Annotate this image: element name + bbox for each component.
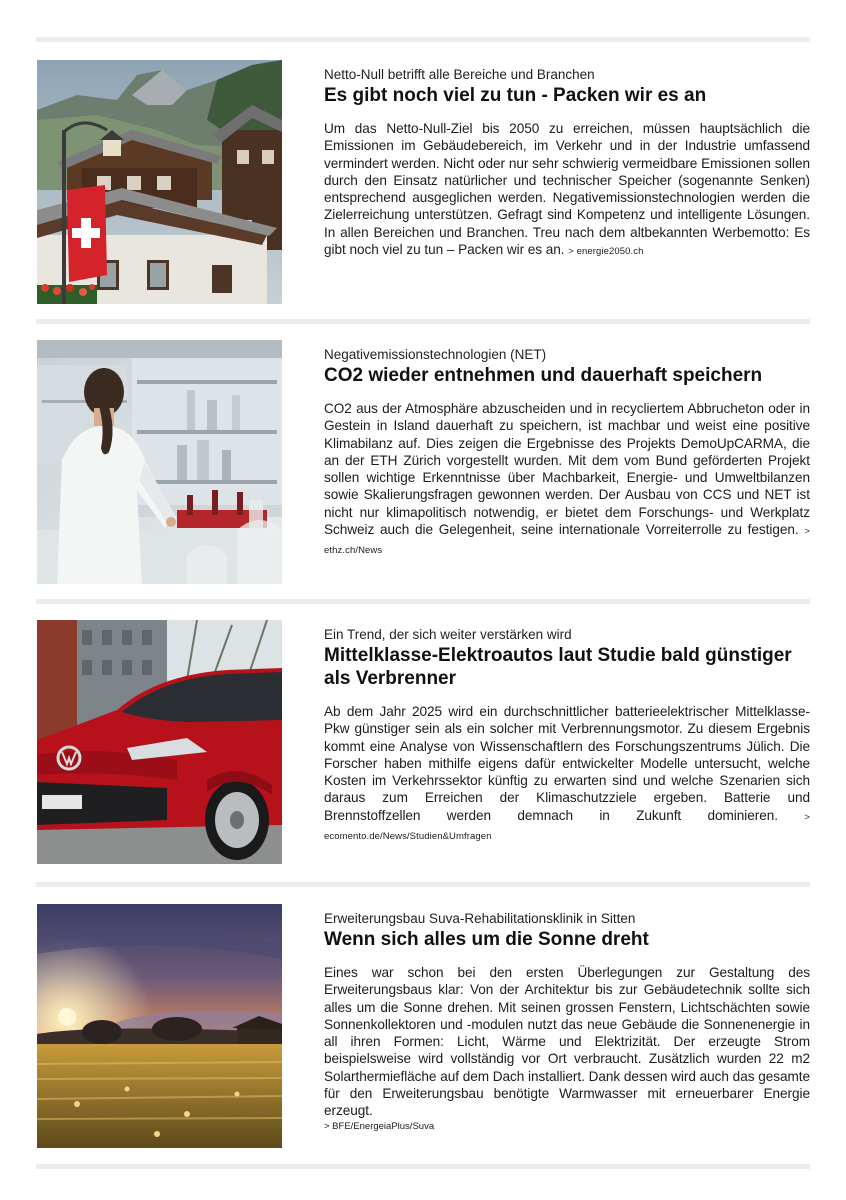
article-body-text: Eines war schon bei den ersten Überlegungen zur Gestaltung des Erweiterungsbaus klar: Von der Architektur bis zur Gebäudetechnik sollte sich alles um die Sonne drehen. Mit seinen grossen Fenstern, Lichtschächten sowie Sonnenkollektoren und -modulen nutzt das neue Gebäude die Sonnenenergie in all ihren Formen: Licht, Wärme und Elektrizität. Der erzeugte Strom beispielsweise wird vollständig vor Ort verbraucht. Zusätzlich wurden 22 m2 Solarthermiefläche auf dem Dach installiert. Dank dessen wird auch das gesamte für den Erweiterungsbau benötigte Warmwasser mit erneuerbarer Energie erzeugt. [324,965,810,1119]
article-net [37,340,810,590]
article-text [324,620,810,845]
divider [36,319,810,324]
article-kicker: Ein Trend, der sich weiter verstärken wird [324,627,572,642]
sunset-field-photo [37,904,282,1148]
article-body [324,964,810,1120]
source-link[interactable]: > BFE/EnergeiaPlus/Suva [324,1120,435,1132]
article-body-text: Um das Netto-Null-Ziel bis 2050 zu erreichen, müssen hauptsächlich die Emissionen im Gebäudebereich, im Verkehr und in der Industrie umfassend vermindert werden. Nicht oder nur sehr schwierig vermeidbare Emissionen sollen durch den Einsatz natürlicher und technischer Speicher (sogenannte Senken) entsprechend ausgeglichen werden. Negativemissionstechnologien werden die Zielerreichung unterstützen. Gefragt sind Kompetenz und intelligente Lösungen. In allen Bereichen und Branchen. Treu nach dem altbekannten Werbemotto: Es gibt noch viel zu tun – Packen wir es an. [324,121,810,258]
article-suva [37,904,810,1154]
source-link[interactable]: > energie2050.ch [568,246,644,258]
article-headline: CO2 wieder entnehmen und dauerhaft speichern [324,365,763,386]
article-body [324,400,810,560]
source-link[interactable]: > ethz.ch/News [324,526,810,557]
article-body [324,120,810,260]
article-headline: Mittelklasse-Elektroautos laut Studie bald günstiger als Verbrenner [324,645,792,689]
article-elektroautos [37,620,810,870]
article-netto-null [37,60,810,310]
article-body-text: CO2 aus der Atmosphäre abzuscheiden und in recycliertem Abbrucheton oder in Gestein in Island dauerhaft zu speichern, ist machbar und weist eine positive Klimabilanz auf. Dies zeigen die Ergebnisse des Projekts DemoUpCARMA, die an der ETH Zürich vorgestellt wurden. Mit dem vom Bund geförderten Projekt sollen wichtige Erkenntnisse über Machbarkeit, Energie- und Umweltbilanzen sowie Skalierungsfragen gewonnen werden. Der Ausbau von CCS und NET ist nicht nur klimapolitisch notwendig, er bietet dem Forschungs- und Werkplatz Schweiz auch die Gelegenheit, seine internationale Vorreiterrolle zu festigen. [324,401,810,538]
article-headline: Es gibt noch viel zu tun - Packen wir es an [324,85,707,106]
article-headline: Wenn sich alles um die Sonne dreht [324,929,649,950]
red-electric-car-photo [37,620,282,864]
divider [36,599,810,604]
article-kicker: Erweiterungsbau Suva-Rehabilitationsklinik in Sitten [324,911,636,926]
swiss-village-photo [37,60,282,304]
article-body [324,703,810,845]
article-kicker: Negativemissionstechnologien (NET) [324,347,547,362]
divider [36,882,810,887]
divider [36,37,810,42]
laboratory-photo [37,340,282,584]
divider [36,1164,810,1169]
article-kicker: Netto-Null betrifft alle Bereiche und Branchen [324,67,595,82]
article-body-text: Ab dem Jahr 2025 wird ein durchschnittlicher batterieelektrischer Mittelklasse-Pkw günstiger sein als ein solcher mit Verbrennungsmotor. Zu diesem Ergebnis kommt eine Analyse von Wissenschaftlern des Forschungszentrums Jülich. Die Forscher haben mithilfe eigens dafür entwickelter Modelle untersucht, welche Kosten im Verkehrssektor künftig zu erwarten sind und welche Szenarien sich daraus zum Erreichen der Klimaschutzziele ergeben. Batterie und Brennstoffzellen werden demnach in Zukunft dominieren. [324,704,810,823]
article-text [324,904,810,1134]
article-text [324,60,810,260]
article-text [324,340,810,560]
source-link[interactable]: > ecomento.de/News/Studien&Umfragen [324,811,810,843]
